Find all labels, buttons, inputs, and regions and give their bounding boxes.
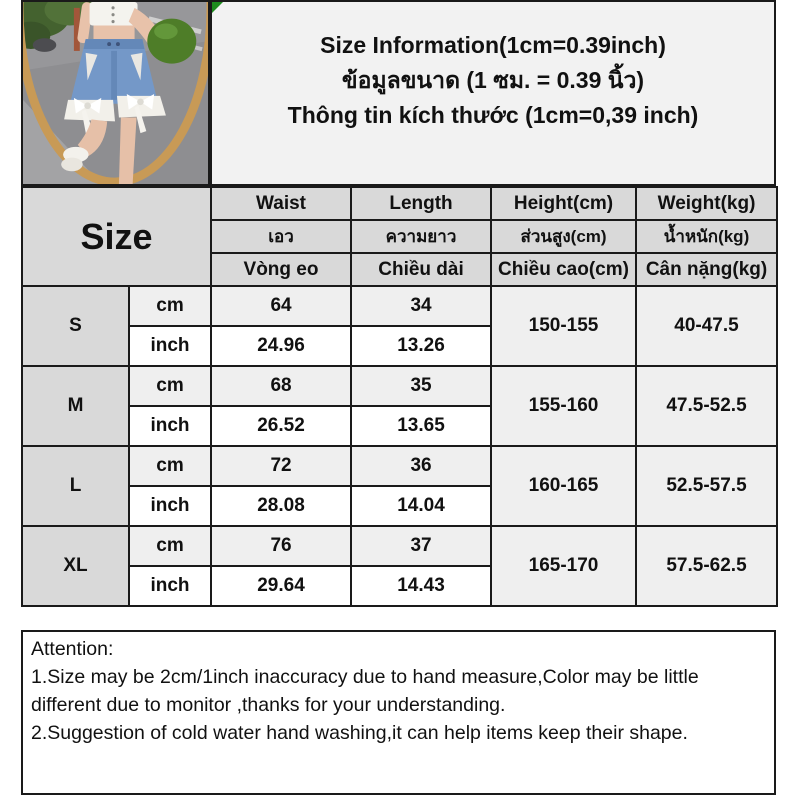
s-weight-range: 40-47.5	[636, 286, 777, 366]
size-label-m: M	[22, 366, 129, 446]
scooter	[33, 38, 56, 52]
table-row	[22, 286, 777, 326]
table-row	[22, 446, 777, 486]
table-row	[22, 366, 777, 406]
size-info-header	[210, 0, 776, 186]
m-waist-cm: 68	[211, 366, 351, 406]
m-weight-range: 47.5-52.5	[636, 366, 777, 446]
m-length-inch: 13.65	[351, 406, 491, 446]
weight-header-vi: Cân nặng(kg)	[636, 253, 777, 286]
size-label-xl: XL	[22, 526, 129, 606]
unit-label-inch: inch	[129, 486, 211, 526]
length-header-th: ความยาว	[351, 220, 491, 253]
xl-waist-inch: 29.64	[211, 566, 351, 606]
xl-waist-cm: 76	[211, 526, 351, 566]
title-english: Size Information(1cm=0.39inch)	[320, 32, 666, 58]
m-waist-inch: 26.52	[211, 406, 351, 446]
size-column-header: Size	[22, 187, 211, 286]
green-corner-marker-icon	[212, 2, 223, 13]
header-row-english	[22, 187, 777, 220]
m-length-cm: 35	[351, 366, 491, 406]
attention-title: Attention:	[31, 638, 114, 660]
size-table	[21, 186, 778, 607]
l-height-range: 160-165	[491, 446, 636, 526]
length-header-en: Length	[351, 187, 491, 220]
coconut	[147, 19, 196, 64]
title-thai: ข้อมูลขนาด (1 ซม. = 0.39 นิ้ว)	[341, 67, 645, 93]
xl-length-cm: 37	[351, 526, 491, 566]
s-height-range: 150-155	[491, 286, 636, 366]
attention-line-1: 1.Size may be 2cm/1inch inaccuracy due to hand measure,Color may be little different due to monitor ,thanks for your understanding.	[31, 666, 699, 716]
height-header-vi: Chiều cao(cm)	[491, 253, 636, 286]
length-header-vi: Chiều dài	[351, 253, 491, 286]
l-waist-cm: 72	[211, 446, 351, 486]
attention-notes	[21, 630, 776, 795]
unit-label-cm: cm	[129, 286, 211, 326]
xl-height-range: 165-170	[491, 526, 636, 606]
weight-header-th: น้ำหนัก(kg)	[636, 220, 777, 253]
unit-label-cm: cm	[129, 366, 211, 406]
table-row	[22, 526, 777, 566]
waist-header-en: Waist	[211, 187, 351, 220]
unit-label-inch: inch	[129, 326, 211, 366]
height-header-en: Height(cm)	[491, 187, 636, 220]
l-waist-inch: 28.08	[211, 486, 351, 526]
product-photo-illustration	[23, 2, 208, 184]
size-label-l: L	[22, 446, 129, 526]
xl-length-inch: 14.43	[351, 566, 491, 606]
unit-label-inch: inch	[129, 406, 211, 446]
size-label-s: S	[22, 286, 129, 366]
m-height-range: 155-160	[491, 366, 636, 446]
waist-header-th: เอว	[211, 220, 351, 253]
product-photo	[21, 0, 210, 186]
s-length-inch: 13.26	[351, 326, 491, 366]
unit-label-cm: cm	[129, 526, 211, 566]
s-length-cm: 34	[351, 286, 491, 326]
unit-label-inch: inch	[129, 566, 211, 606]
waist-header-vi: Vòng eo	[211, 253, 351, 286]
xl-weight-range: 57.5-62.5	[636, 526, 777, 606]
attention-line-2: 2.Suggestion of cold water hand washing,it can help items keep their shape.	[31, 722, 688, 744]
l-length-cm: 36	[351, 446, 491, 486]
weight-header-en: Weight(kg)	[636, 187, 777, 220]
l-weight-range: 52.5-57.5	[636, 446, 777, 526]
l-length-inch: 14.04	[351, 486, 491, 526]
unit-label-cm: cm	[129, 446, 211, 486]
height-header-th: ส่วนสูง(cm)	[491, 220, 636, 253]
title-vietnamese: Thông tin kích thước (1cm=0,39 inch)	[287, 102, 699, 128]
s-waist-cm: 64	[211, 286, 351, 326]
s-waist-inch: 24.96	[211, 326, 351, 366]
